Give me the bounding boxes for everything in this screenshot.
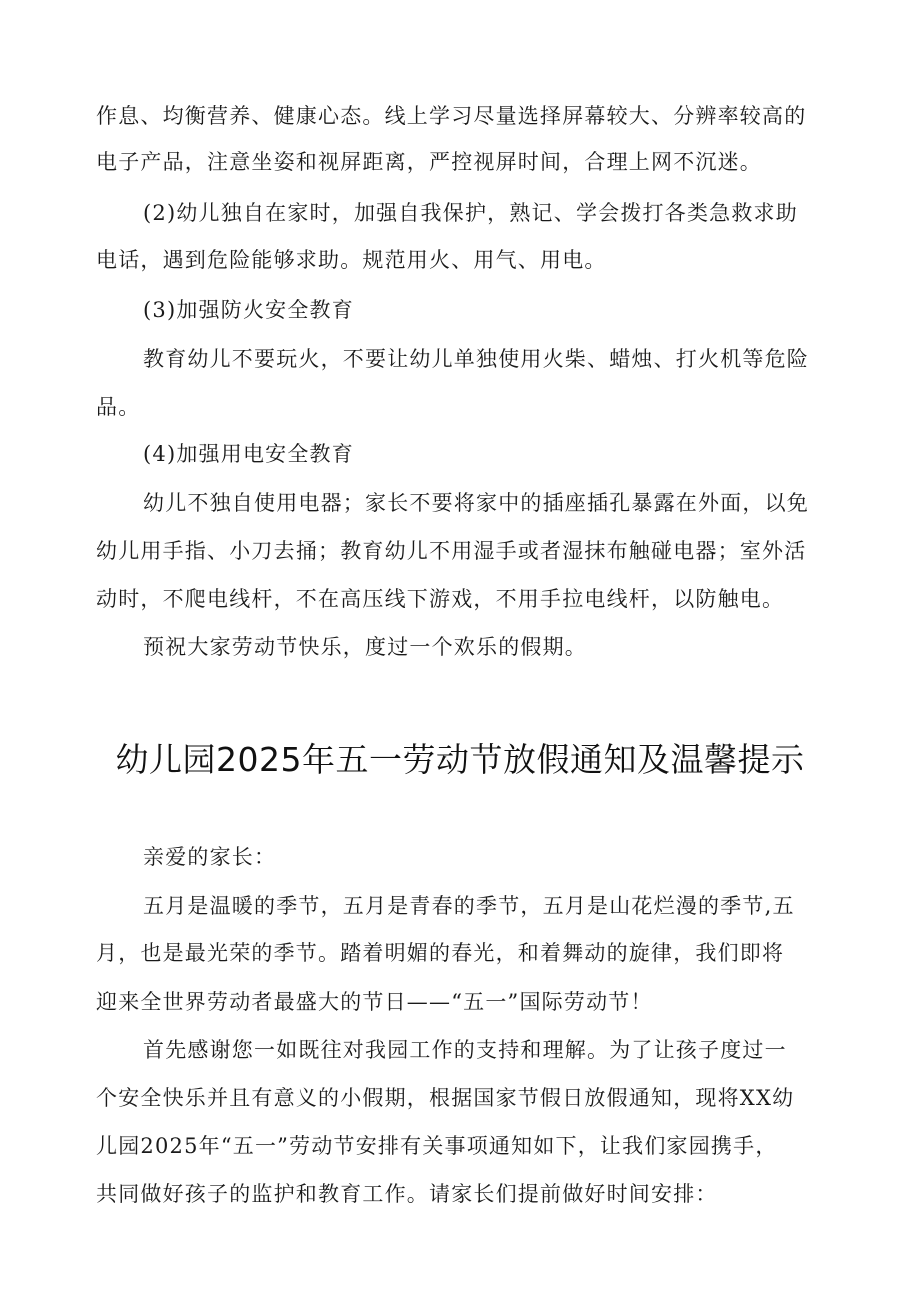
body-text-line: 幼儿用手指、小刀去捅；教育幼儿不用湿手或者湿抹布触碰电器；室外活 xyxy=(96,539,807,563)
body-text-line: 电话，遇到危险能够求助。规范用火、用气、用电。 xyxy=(96,248,607,272)
body-text-line: 共同做好孩子的监护和教育工作。请家长们提前做好时间安排： xyxy=(96,1182,718,1206)
body-text-line: 品。 xyxy=(96,395,141,419)
body-text-line: 教育幼儿不要玩火，不要让幼儿单独使用火柴、蜡烛、打火机等危险 xyxy=(143,347,809,371)
body-text-line: 首先感谢您一如既往对我园工作的支持和理解。为了让孩子度过一 xyxy=(143,1038,787,1062)
body-text-line: 个安全快乐并且有意义的小假期，根据国家节假日放假通知，现将XX幼 xyxy=(96,1086,795,1110)
body-text-line: 作息、均衡营养、健康心态。线上学习尽量选择屏幕较大、分辨率较高的 xyxy=(96,104,807,128)
body-text-line: 月，也是最光荣的季节。踏着明媚的春光，和着舞动的旋律，我们即将 xyxy=(96,941,785,965)
section-heading: (4)加强用电安全教育 xyxy=(143,442,354,466)
body-text-line: (2)幼儿独自在家时，加强自我保护，熟记、学会拨打各类急救求助 xyxy=(143,201,798,225)
body-text-line: 电子产品，注意坐姿和视屏距离，严控视屏时间，合理上网不沉迷。 xyxy=(96,150,762,174)
body-text-line: 五月是温暖的季节，五月是青春的季节，五月是山花烂漫的季节,五 xyxy=(143,894,795,918)
notice-title: 幼儿园2025年五一劳动节放假通知及温馨提示 xyxy=(115,740,805,779)
body-text-line: 迎来全世界劳动者最盛大的节日——“五一”国际劳动节！ xyxy=(96,990,653,1014)
body-text-line: 幼儿不独自使用电器；家长不要将家中的插座插孔暴露在外面，以免 xyxy=(143,491,809,515)
body-text-line: 儿园2025年“五一”劳动节安排有关事项通知如下，让我们家园携手， xyxy=(96,1134,778,1158)
salutation: 亲爱的家长： xyxy=(143,845,277,869)
body-text-line: 预祝大家劳动节快乐，度过一个欢乐的假期。 xyxy=(143,635,587,659)
body-text-line: 动时，不爬电线杆，不在高压线下游戏，不用手拉电线杆，以防触电。 xyxy=(96,587,785,611)
section-heading: (3)加强防火安全教育 xyxy=(143,298,354,322)
